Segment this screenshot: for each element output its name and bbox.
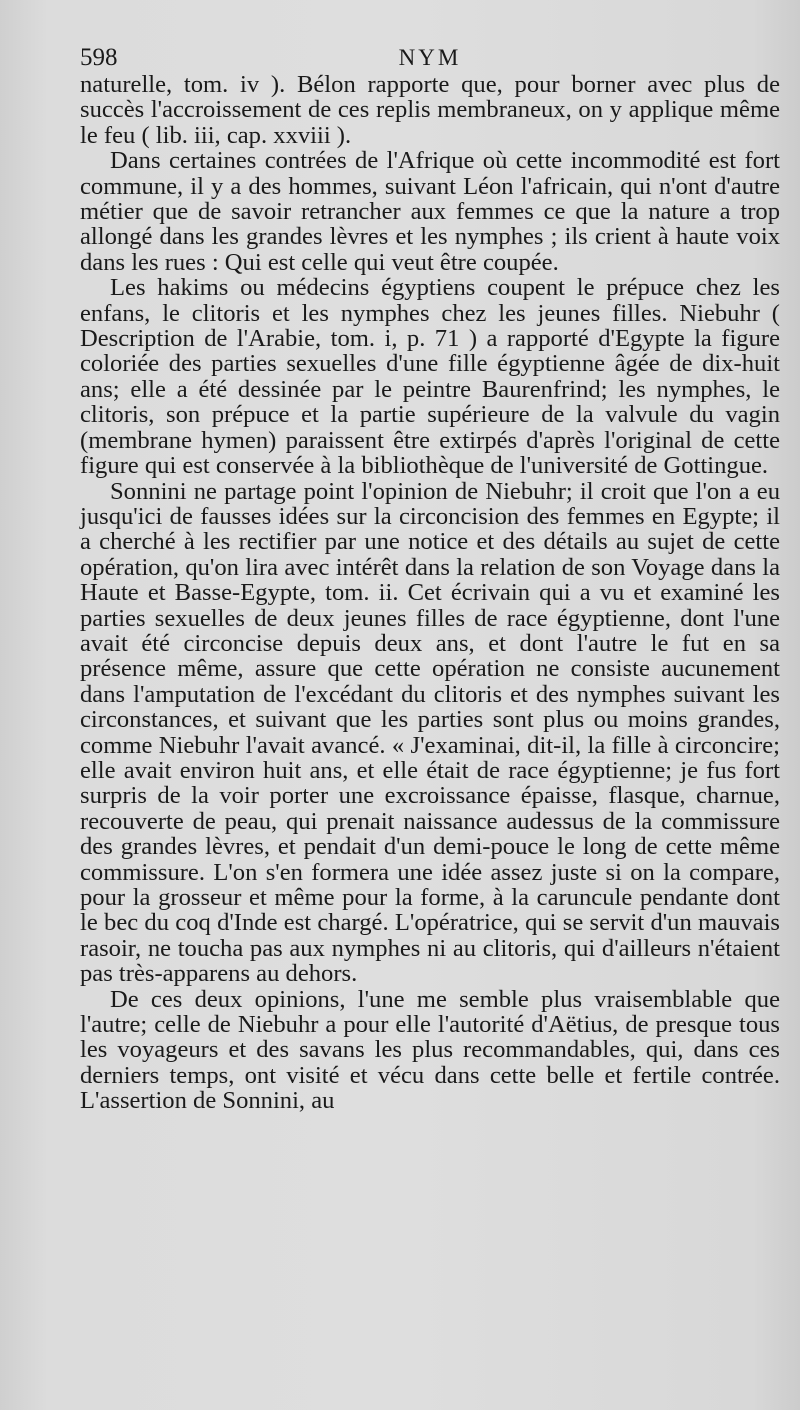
page-number: 598 (80, 44, 118, 71)
paragraph: Les hakims ou médecins égyptiens coupent le prépuce chez les enfans, le clitoris et les nymphes chez les jeunes filles. Niebuhr ( Description de l'Arabie, tom. i, p. 71 ) a rapporté d'Egypte la figure coloriée des parties sexuelles d'une fille égyptienne âgée de dix-huit ans; elle a été dessinée par le peintre Baurenfrind; les nymphes, le clitoris, son prépuce et la partie supérieure de la valvule du vagin (membrane hymen) paraissent être extirpés d'après l'original de cette figure qui est conservée à la bibliothèque de l'université de Gottingue. (80, 274, 780, 480)
paragraph: De ces deux opinions, l'une me semble plus vraisemblable que l'autre; celle de Niebuhr a pour elle l'autorité d'Aëtius, de presque tous les voyageurs et des savans les plus recommandables, qui, dans ces derniers temps, ont visité et vécu dans cette belle et fertile contrée. L'assertion de Sonnini, au (80, 985, 780, 1115)
paragraph: naturelle, tom. iv ). Bélon rapporte que, pour borner avec plus de succès l'accroissement de ces replis membraneux, on y applique même le feu ( lib. iii, cap. xxviii ). (80, 71, 780, 149)
body-text (80, 72, 780, 1114)
running-head: NYM (398, 45, 462, 70)
paragraph: Sonnini ne partage point l'opinion de Niebuhr; il croit que l'on a eu jusqu'ici de fausses idées sur la circoncision des femmes en Egypte; il a cherché à les rectifier par une notice et des détails au sujet de cette opération, qu'on lira avec intérêt dans la relation de son Voyage dans la Haute et Basse-Egypte, tom. ii. Cet écrivain qui a vu et examiné les parties sexuelles de deux jeunes filles de race égyptienne, dont l'une avait été circoncise depuis deux ans, et dont l'autre le fut en sa présence même, assure que cette opération ne consiste aucunement dans l'amputation de l'excédant du clitoris et des nymphes suivant les circonstances, et suivant que les parties sont plus ou moins grandes, comme Niebuhr l'avait avancé. « J'examinai, dit-il, la fille à circoncire; elle avait environ huit ans, et elle était de race égyptienne; je fus fort surpris de la voir porter une excroissance épaisse, flasque, charnue, recouverte de peau, qui prenait naissance audessus de la commissure des grandes lèvres, et pendait d'un demi-pouce le long de cette même commissure. L'on s'en formera une idée assez juste si on la compare, pour la grosseur et même pour la forme, à la caruncule pendante dont le bec du coq d'Inde est chargé. L'opératrice, qui se servit d'un mauvais rasoir, ne toucha pas aux nymphes ni au clitoris, qui d'ailleurs n'étaient pas très-apparens au dehors. (80, 477, 780, 988)
paragraph: Dans certaines contrées de l'Afrique où cette incommodité est fort commune, il y a des hommes, suivant Léon l'africain, qui n'ont d'autre métier que de savoir retrancher aux femmes ce que la nature a trop allongé dans les grandes lèvres et les nymphes ; ils crient à haute voix dans les rues : Qui est celle qui veut être coupée. (80, 147, 780, 276)
